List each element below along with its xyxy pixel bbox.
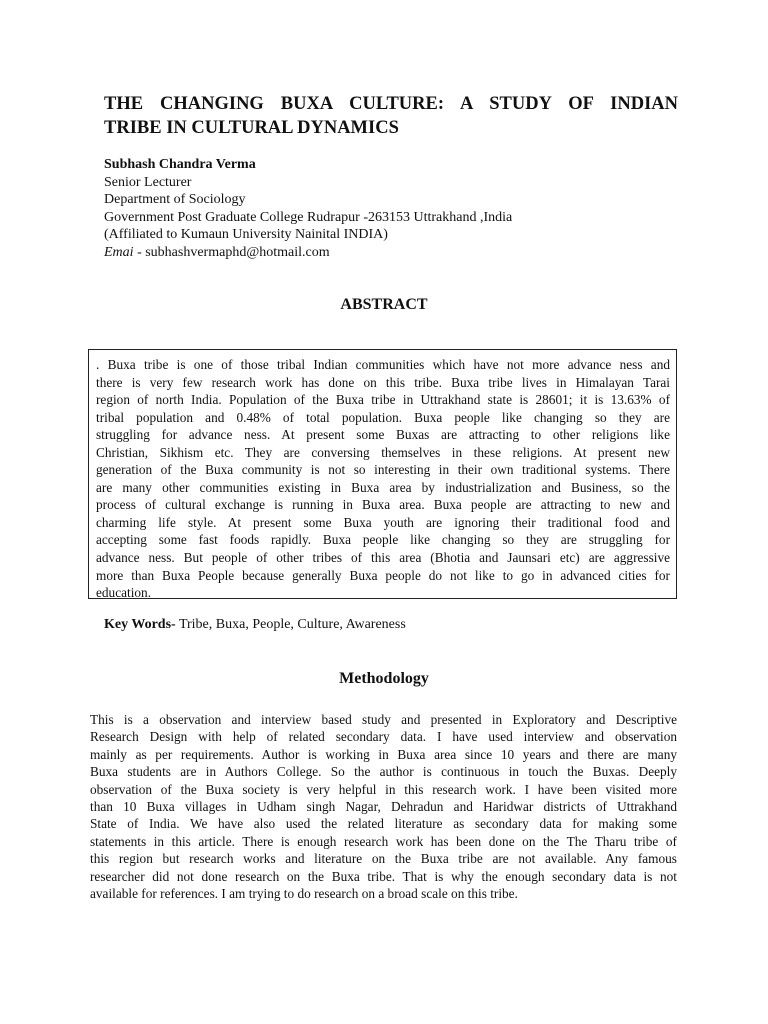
methodology-body xyxy=(90,711,677,902)
methodology-heading: Methodology xyxy=(339,670,429,687)
methodology-line: State of India. We have also used the related literature as secondary data for making some xyxy=(90,816,677,832)
methodology-line: researcher did not done research on the Buxa tribe. That is why the enough secondary data is not xyxy=(90,868,677,884)
abstract-line: . Buxa tribe is one of those tribal Indian communities which have not more advance ness and xyxy=(96,357,670,372)
methodology-line: statements in this article. There is enough research work has been done on the The Tharu tribe of xyxy=(90,833,677,849)
keywords xyxy=(104,617,406,633)
abstract-box xyxy=(88,349,677,599)
paper-title xyxy=(104,92,684,140)
abstract-line: are many other communities existing in Buxa area by industrialization and Business, so the xyxy=(96,479,670,495)
author-position: Senior Lecturer xyxy=(104,174,192,190)
title-line-1: THE CHANGING BUXA CULTURE: A STUDY OF INDIAN xyxy=(104,94,678,114)
methodology-line: available for references. I am trying to do research on a broad scale on this tribe. xyxy=(90,886,518,902)
author-department: Department of Sociology xyxy=(104,192,246,208)
methodology-line: This is a observation and interview based study and presented in Exploratory and Descriptive xyxy=(90,712,677,727)
author-affiliation: (Affiliated to Kumaun University Nainital INDIA) xyxy=(104,227,388,243)
abstract-line: struggling for advance ness. At present some Buxas are attracting to other religions like xyxy=(96,427,670,443)
abstract-line: process of cultural exchange is running in Buxa area. Buxa people are attracting to new and xyxy=(96,497,670,513)
abstract-line: region of north India. Population of the Buxa tribe in Uttrakhand state is 28601; it is 13.63% of xyxy=(96,392,670,408)
abstract-line: charming life style. At present some Buxa youth are ignoring their traditional food and xyxy=(96,514,670,530)
abstract-line: generation of the Buxa community is not so interesting in their own traditional systems. There xyxy=(96,462,670,478)
methodology-line: mainly as per requirements. Author is working in Buxa area since 10 years and there are many xyxy=(90,746,677,762)
email-label: Emai xyxy=(104,244,134,260)
abstract-line: education. xyxy=(96,585,152,601)
abstract-line: Christian, Sikhism etc. They are conversing themselves in these religions. At present new xyxy=(96,444,670,460)
abstract-line: there is very few research work has done on this tribe. Buxa tribe lives in Himalayan Tarai xyxy=(96,374,670,390)
author-block xyxy=(104,156,512,262)
title-line-2: TRIBE IN CULTURAL DYNAMICS xyxy=(104,118,399,138)
keywords-value: Tribe, Buxa, People, Culture, Awareness xyxy=(175,617,406,632)
methodology-line: than 10 Buxa villages in Udham singh Nagar, Dehradun and Haridwar districts of Uttrakhand xyxy=(90,799,677,815)
author-name: Subhash Chandra Verma xyxy=(104,157,256,172)
abstract-heading: ABSTRACT xyxy=(340,296,428,313)
methodology-line: Buxa students are in Authors College. So the author is continuous in touch the Buxas. Deeply xyxy=(90,764,677,780)
author-college: Government Post Graduate College Rudrapur -263153 Uttrakhand ,India xyxy=(104,209,513,225)
email-value: - subhashvermaphd@hotmail.com xyxy=(133,244,330,260)
abstract-line: advance ness. But people of other tribes of this area (Bhotia and Jaunsari etc) are aggressive xyxy=(96,550,670,566)
abstract-line: more than Buxa People because generally Buxa people do not like to go in advanced cities for xyxy=(96,567,670,583)
keywords-label: Key Words- xyxy=(104,617,176,632)
abstract-line: tribal population and 0.48% of total population. Buxa people like changing so they are xyxy=(96,409,670,425)
methodology-line: Research Design with help of related secondary data. I have used interview and observation xyxy=(90,729,677,745)
methodology-line: observation of the Buxa society is very helpful in this research work. I have been visited more xyxy=(90,781,677,797)
abstract-line: accepting some fast foods rapidly. Buxa people like changing so they are struggling for xyxy=(96,532,670,548)
author-email xyxy=(104,244,512,262)
methodology-line: this region but research works and literature on the Buxa tribe are not available. Any famous xyxy=(90,851,677,867)
